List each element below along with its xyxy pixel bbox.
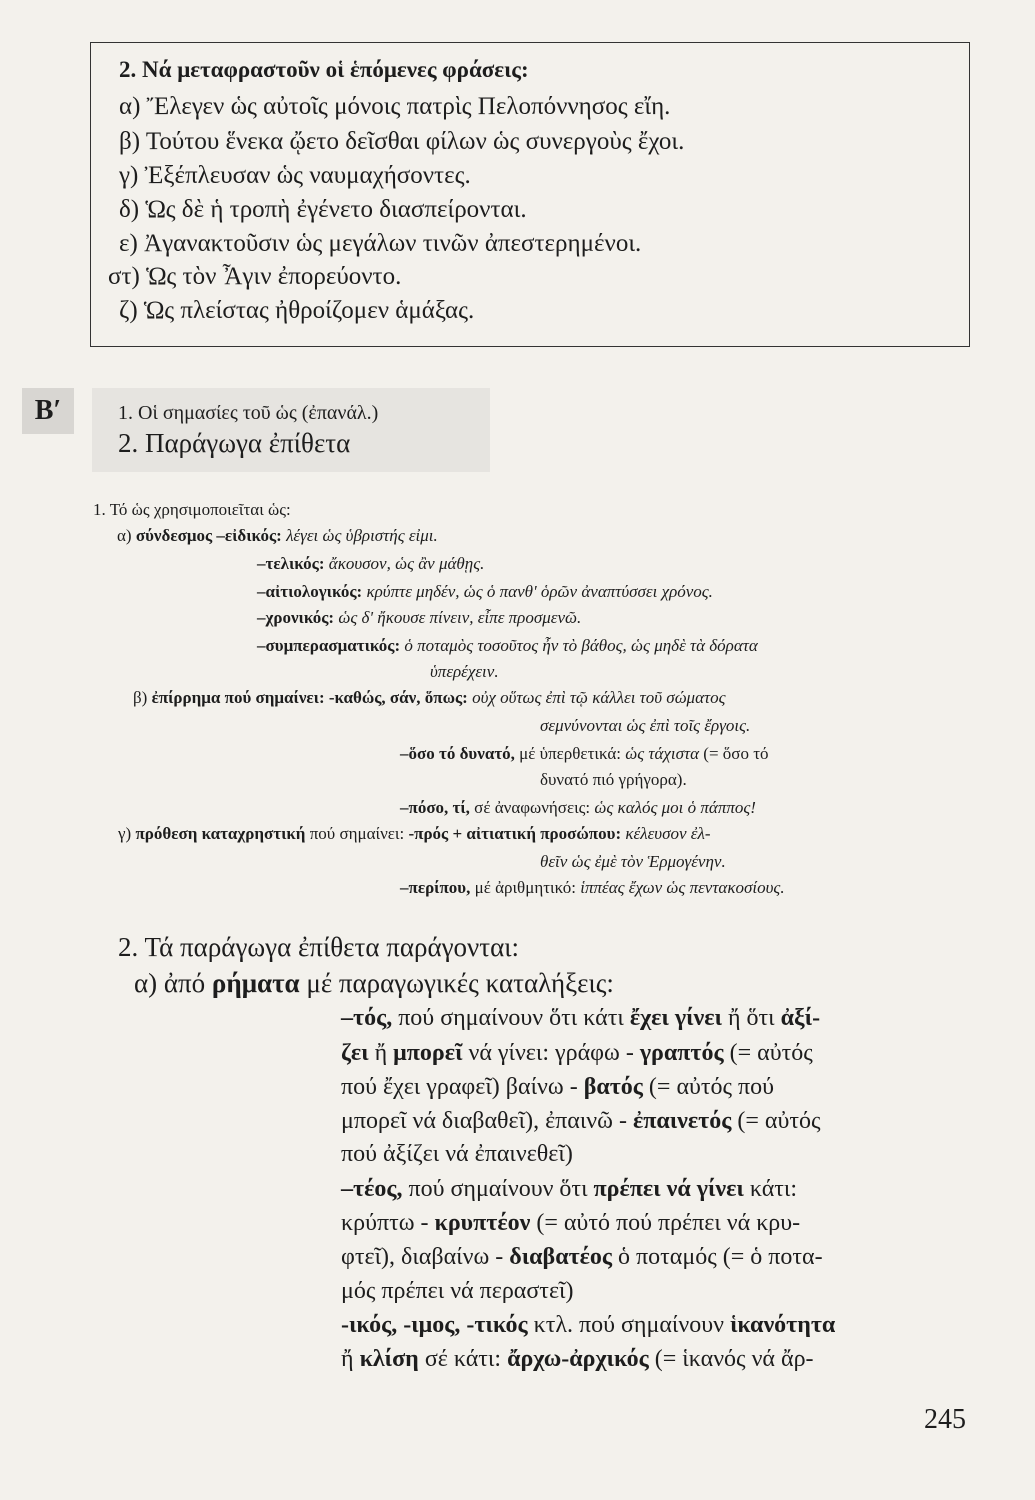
usage-aitiologikos: –αἰτιολογικός: κρύπτε μηδέν, ὡς ὁ πανθ' ὁρῶν ἀναπτύσσει χρόνος.: [257, 582, 713, 601]
usage-poso: –πόσο, τί, σέ ἀναφωνήσεις: ὡς καλός μοι ὁ πάππος!: [400, 798, 756, 817]
exercise-item: ε) Ἀγανακτοῦσιν ὡς μεγάλων τινῶν ἀπεστερημένοι.: [119, 230, 642, 257]
exercise-item: β) Τούτου ἕνεκα ᾤετο δεῖσθαι φίλων ὡς συνεργοὺς ἔχοι.: [119, 128, 685, 155]
exercise-item: α) Ἔλεγεν ὡς αὐτοῖς μόνοις πατρὶς Πελοπόννησος εἴη.: [119, 93, 671, 120]
section-b-item-2: 2. Παράγωγα ἐπίθετα: [118, 428, 351, 458]
usage-c-cont: θεῖν ὡς ἐμὲ τὸν Ἑρμογένην.: [540, 852, 726, 871]
derivatives-heading: 2. Τά παράγωγα ἐπίθετα παράγονται:: [118, 932, 520, 962]
usage-b-line: β) ἐπίρρημα πού σημαίνει: -καθώς, σάν, ὅπως: οὐχ οὕτως ἐπὶ τῷ κάλλει τοῦ σώματος: [133, 688, 726, 707]
page-number: 245: [924, 1404, 966, 1435]
usage-oso: –ὅσο τό δυνατό, μέ ὑπερθετικά: ὡς τάχιστα (= ὅσο τό: [400, 744, 769, 763]
deriv-line-4: μπορεῖ νά διαβαθεῖ), ἐπαινῶ - ἐπαινετός (= αὐτός: [341, 1108, 821, 1134]
usage-kathos-cont: σεμνύνονται ὡς ἐπὶ τοῖς ἔργοις.: [540, 716, 751, 735]
usage-symperasmatikos-cont: ὑπερέχειν.: [430, 662, 499, 681]
deriv-line-7: κρύπτω - κρυπτέον (= αὐτό πού πρέπει νά κρυ-: [341, 1210, 801, 1236]
usage-telikos: –τελικός: ἄκουσον, ὡς ἂν μάθῃς.: [257, 554, 485, 573]
exercise-title: 2. Νά μεταφραστοῦν οἱ ἑπόμενες φράσεις:: [119, 57, 529, 82]
deriv-line-9: μός πρέπει νά περαστεῖ): [341, 1278, 574, 1304]
deriv-line-11: ἤ κλίση σέ κάτι: ἄρχω-ἀρχικός (= ἱκανός νά ἄρ-: [341, 1346, 814, 1372]
deriv-line-2: ζει ἤ μπορεῖ νά γίνει: γράφω - γραπτός (= αὐτός: [341, 1040, 813, 1066]
exercise-item: γ) Ἐξέπλευσαν ὡς ναυμαχήσοντες.: [119, 162, 471, 189]
usage-a-line: α) σύνδεσμος –εἰδικός: λέγει ὡς ὑβριστής εἰμι.: [117, 526, 438, 545]
usage-c-line: γ) πρόθεση καταχρηστική πού σημαίνει: -πρός + αἰτιατική προσώπου: κέλευσον ἐλ-: [118, 824, 711, 843]
deriv-line-5: πού ἀξίζει νά ἐπαινεθεῖ): [341, 1141, 573, 1167]
exercise-box: [90, 42, 970, 347]
deriv-line-10: -ικός, -ιμος, -τικός κτλ. πού σημαίνουν ἱκανότητα: [341, 1312, 836, 1338]
deriv-line-8: φτεῖ), διαβαίνω - διαβατέος ὁ ποταμός (= ὁ ποτα-: [341, 1244, 823, 1270]
derivatives-subheading: α) ἀπό ρήματα μέ παραγωγικές καταλήξεις:: [134, 968, 614, 998]
usage-intro: 1. Τό ὡς χρησιμοποιεῖται ὡς:: [93, 500, 291, 519]
exercise-item: στ) Ὡς τὸν Ἆγιν ἐπορεύοντο.: [108, 263, 402, 290]
section-b-tab: B′: [22, 388, 74, 434]
section-b-item-1: 1. Οἱ σημασίες τοῦ ὡς (ἐπανάλ.): [118, 402, 379, 424]
deriv-line-3: πού ἔχει γραφεῖ) βαίνω - βατός (= αὐτός πού: [341, 1074, 775, 1100]
usage-peripou: –περίπου, μέ ἀριθμητικό: ἱππέας ἔχων ὡς πεντακοσίους.: [400, 878, 785, 897]
exercise-item: ζ) Ὡς πλείστας ἠθροίζομεν ἁμάξας.: [119, 297, 475, 324]
exercise-item: δ) Ὡς δὲ ἡ τροπὴ ἐγένετο διασπείρονται.: [119, 196, 527, 223]
deriv-line-1: –τός, πού σημαίνουν ὅτι κάτι ἔχει γίνει ἤ ὅτι ἀξί-: [341, 1005, 821, 1031]
usage-oso-cont: δυνατό πιό γρήγορα).: [540, 770, 687, 789]
deriv-line-6: –τέος, πού σημαίνουν ὅτι πρέπει νά γίνει κάτι:: [341, 1176, 798, 1202]
usage-chronikos: –χρονικός: ὡς δ' ἤκουσε πίνειν, εἶπε προσμενῶ.: [257, 608, 582, 627]
usage-symperasmatikos: –συμπερασματικός: ὁ ποταμὸς τοσοῦτος ἦν τὸ βάθος, ὡς μηδὲ τὰ δόρατα: [257, 636, 758, 655]
